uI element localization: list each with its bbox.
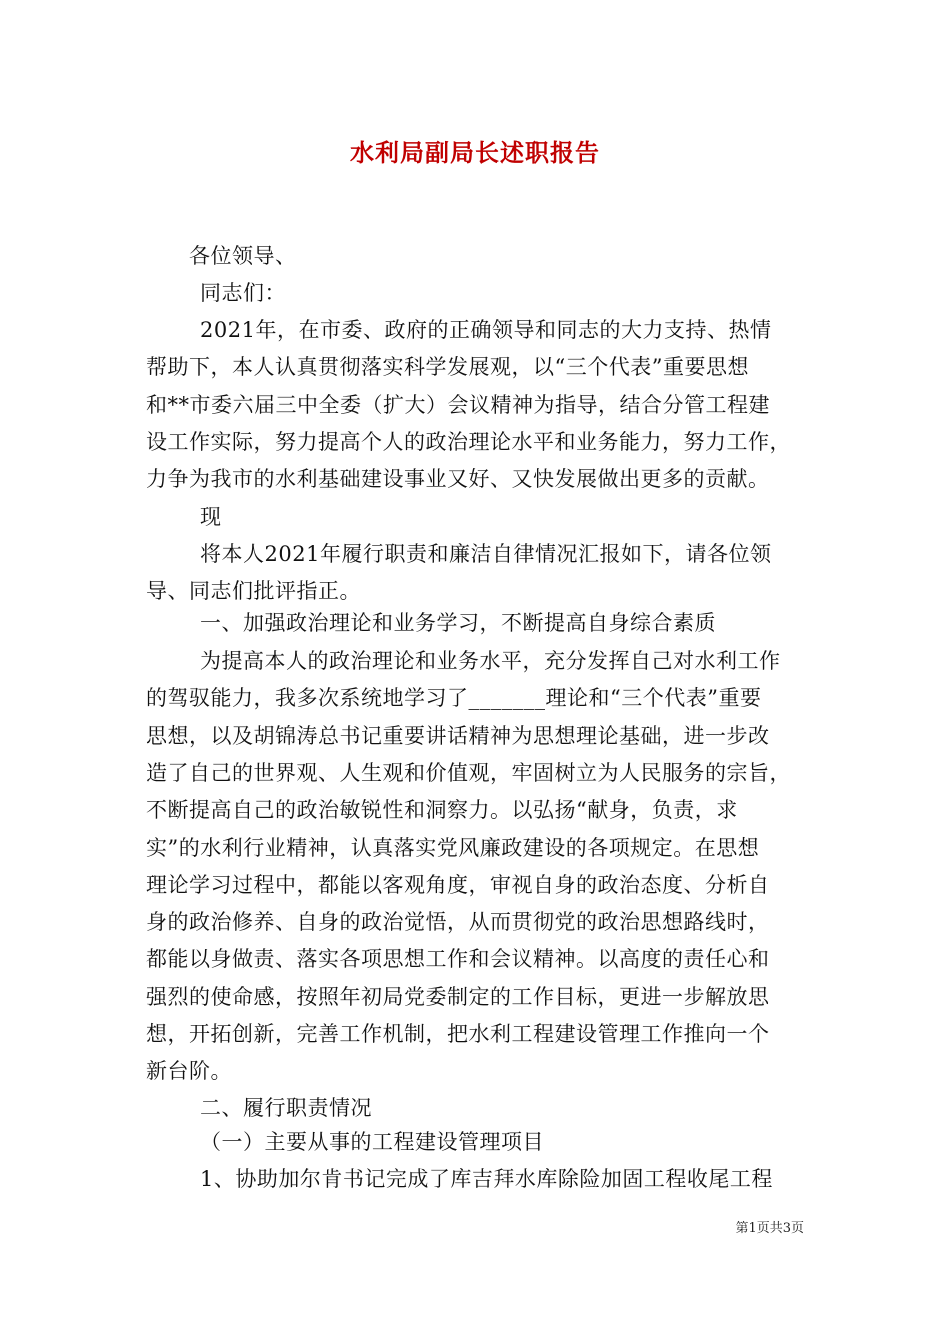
text-line: 1、协助加尔肯书记完成了库吉拜水库除险加固工程收尾工程 [200, 1167, 773, 1191]
text-line: 各位领导、 [189, 244, 297, 268]
text-line: 现 [200, 505, 222, 529]
text-line: 将本人2021年履行职责和廉洁自律情况汇报如下，请各位领 [200, 542, 772, 566]
text-line: 强烈的使命感，按照年初局党委制定的工作目标，更进一步解放思 [146, 985, 770, 1009]
text-line: 和**市委六届三中全委（扩大）会议精神为指导，结合分管工程建 [146, 393, 770, 417]
text-line: 都能以身做责、落实各项思想工作和会议精神。以高度的责任心和 [146, 947, 770, 971]
text-line: 力争为我市的水利基础建设事业又好、又快发展做出更多的贡献。 [146, 467, 770, 491]
text-line: 实”的水利行业精神，认真落实党风廉政建设的各项规定。在思想 [146, 836, 760, 860]
text-line: 思想，以及胡锦涛总书记重要讲话精神为思想理论基础，进一步改 [146, 724, 770, 748]
text-line: 身的政治修养、自身的政治觉悟，从而贯彻党的政治思想路线时， [146, 910, 770, 934]
text-line: 同志们： [200, 281, 286, 305]
text-line: 的驾驭能力，我多次系统地学习了_______理论和“三个代表”重要 [146, 686, 762, 710]
text-line: 理论学习过程中，都能以客观角度，审视自身的政治态度、分析自 [146, 873, 770, 897]
section-heading: 一、加强政治理论和业务学习，不断提高自身综合素质 [200, 611, 716, 635]
text-line: 为提高本人的政治理论和业务水平，充分发挥自己对水利工作 [200, 649, 781, 673]
text-line: 不断提高自己的政治敏锐性和洞察力。以弘扬“献身，负责，求 [146, 798, 738, 822]
text-line: 导、同志们批评指正。 [146, 579, 361, 603]
section-heading: 二、履行职责情况 [200, 1096, 372, 1120]
text-line: 设工作实际，努力提高个人的政治理论水平和业务能力，努力工作， [146, 430, 791, 454]
text-line: 想，开拓创新，完善工作机制，把水利工程建设管理工作推向一个 [146, 1022, 770, 1046]
page-number: 第1页共3页 [735, 1221, 804, 1236]
text-line: 造了自己的世界观、人生观和价值观，牢固树立为人民服务的宗旨， [146, 761, 791, 785]
subsection-heading: （一）主要从事的工程建设管理项目 [200, 1130, 544, 1154]
text-line: 帮助下，本人认真贯彻落实科学发展观，以“三个代表”重要思想 [146, 355, 749, 379]
page-title: 水利局副局长述职报告 [350, 138, 600, 167]
text-line: 新台阶。 [146, 1059, 232, 1083]
text-line: 2021年，在市委、政府的正确领导和同志的大力支持、热情 [200, 318, 772, 342]
